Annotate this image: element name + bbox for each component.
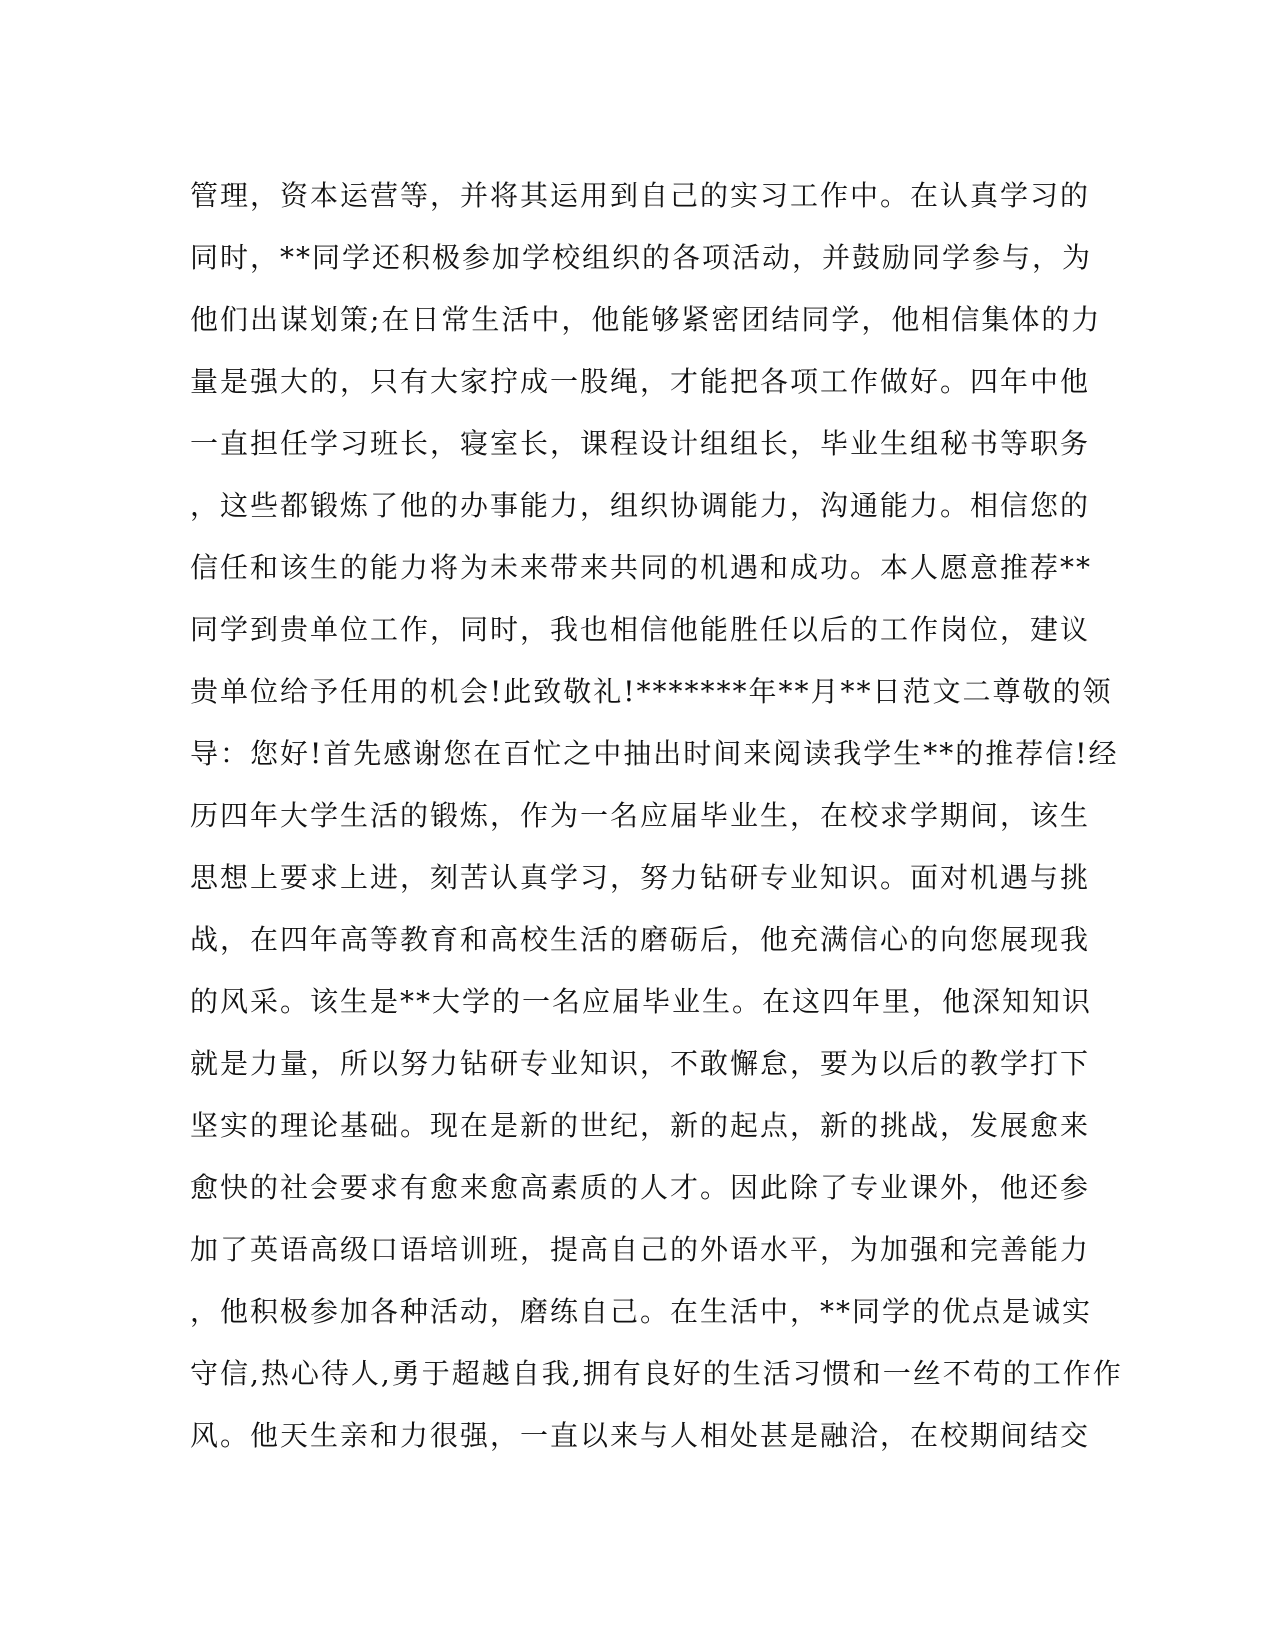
text-line-12: 思想上要求上进，刻苦认真学习，努力钻研专业知识。面对机遇与挑 — [190, 861, 1091, 894]
text-line-4: 量是强大的，只有大家拧成一股绳，才能把各项工作做好。四年中他 — [190, 365, 1091, 398]
text-line-8: 同学到贵单位工作，同时，我也相信他能胜任以后的工作岗位，建议 — [190, 613, 1091, 646]
text-line-20: 守信,热心待人,勇于超越自我,拥有良好的生活习惯和一丝不苟的工作作 — [190, 1357, 1123, 1390]
text-line-14: 的风采。该生是**大学的一名应届毕业生。在这四年里，他深知知识 — [190, 985, 1093, 1018]
text-line-21: 风。他天生亲和力很强，一直以来与人相处甚是融洽，在校期间结交 — [190, 1419, 1091, 1452]
text-line-6: ，这些都锻炼了他的办事能力，组织协调能力，沟通能力。相信您的 — [190, 489, 1091, 522]
text-line-3: 他们出谋划策;在日常生活中，他能够紧密团结同学，他相信集体的力 — [190, 303, 1102, 336]
text-line-18: 加了英语高级口语培训班，提高自己的外语水平，为加强和完善能力 — [190, 1233, 1091, 1266]
text-line-10: 导：您好!首先感谢您在百忙之中抽出时间来阅读我学生**的推荐信!经 — [190, 737, 1119, 770]
text-line-7: 信任和该生的能力将为未来带来共同的机遇和成功。本人愿意推荐** — [190, 551, 1093, 584]
text-line-19: ，他积极参加各种活动，磨练自己。在生活中，**同学的优点是诚实 — [190, 1295, 1093, 1328]
text-line-2: 同时，**同学还积极参加学校组织的各项活动，并鼓励同学参与，为 — [190, 241, 1093, 274]
text-line-11: 历四年大学生活的锻炼，作为一名应届毕业生，在校求学期间，该生 — [190, 799, 1091, 832]
text-line-5: 一直担任学习班长，寝室长，课程设计组组长，毕业生组秘书等职务 — [190, 427, 1091, 460]
text-line-15: 就是力量，所以努力钻研专业知识，不敢懈怠，要为以后的教学打下 — [190, 1047, 1091, 1080]
text-line-13: 战，在四年高等教育和高校生活的磨砺后，他充满信心的向您展现我 — [190, 923, 1091, 956]
text-line-1: 管理，资本运营等，并将其运用到自己的实习工作中。在认真学习的 — [190, 179, 1091, 212]
body-text — [190, 165, 1123, 1467]
text-line-17: 愈快的社会要求有愈来愈高素质的人才。因此除了专业课外，他还参 — [190, 1171, 1091, 1204]
text-line-9: 贵单位给予任用的机会!此致敬礼!*******年**月**日范文二尊敬的领 — [190, 675, 1113, 708]
text-line-16: 坚实的理论基础。现在是新的世纪，新的起点，新的挑战，发展愈来 — [190, 1109, 1091, 1142]
